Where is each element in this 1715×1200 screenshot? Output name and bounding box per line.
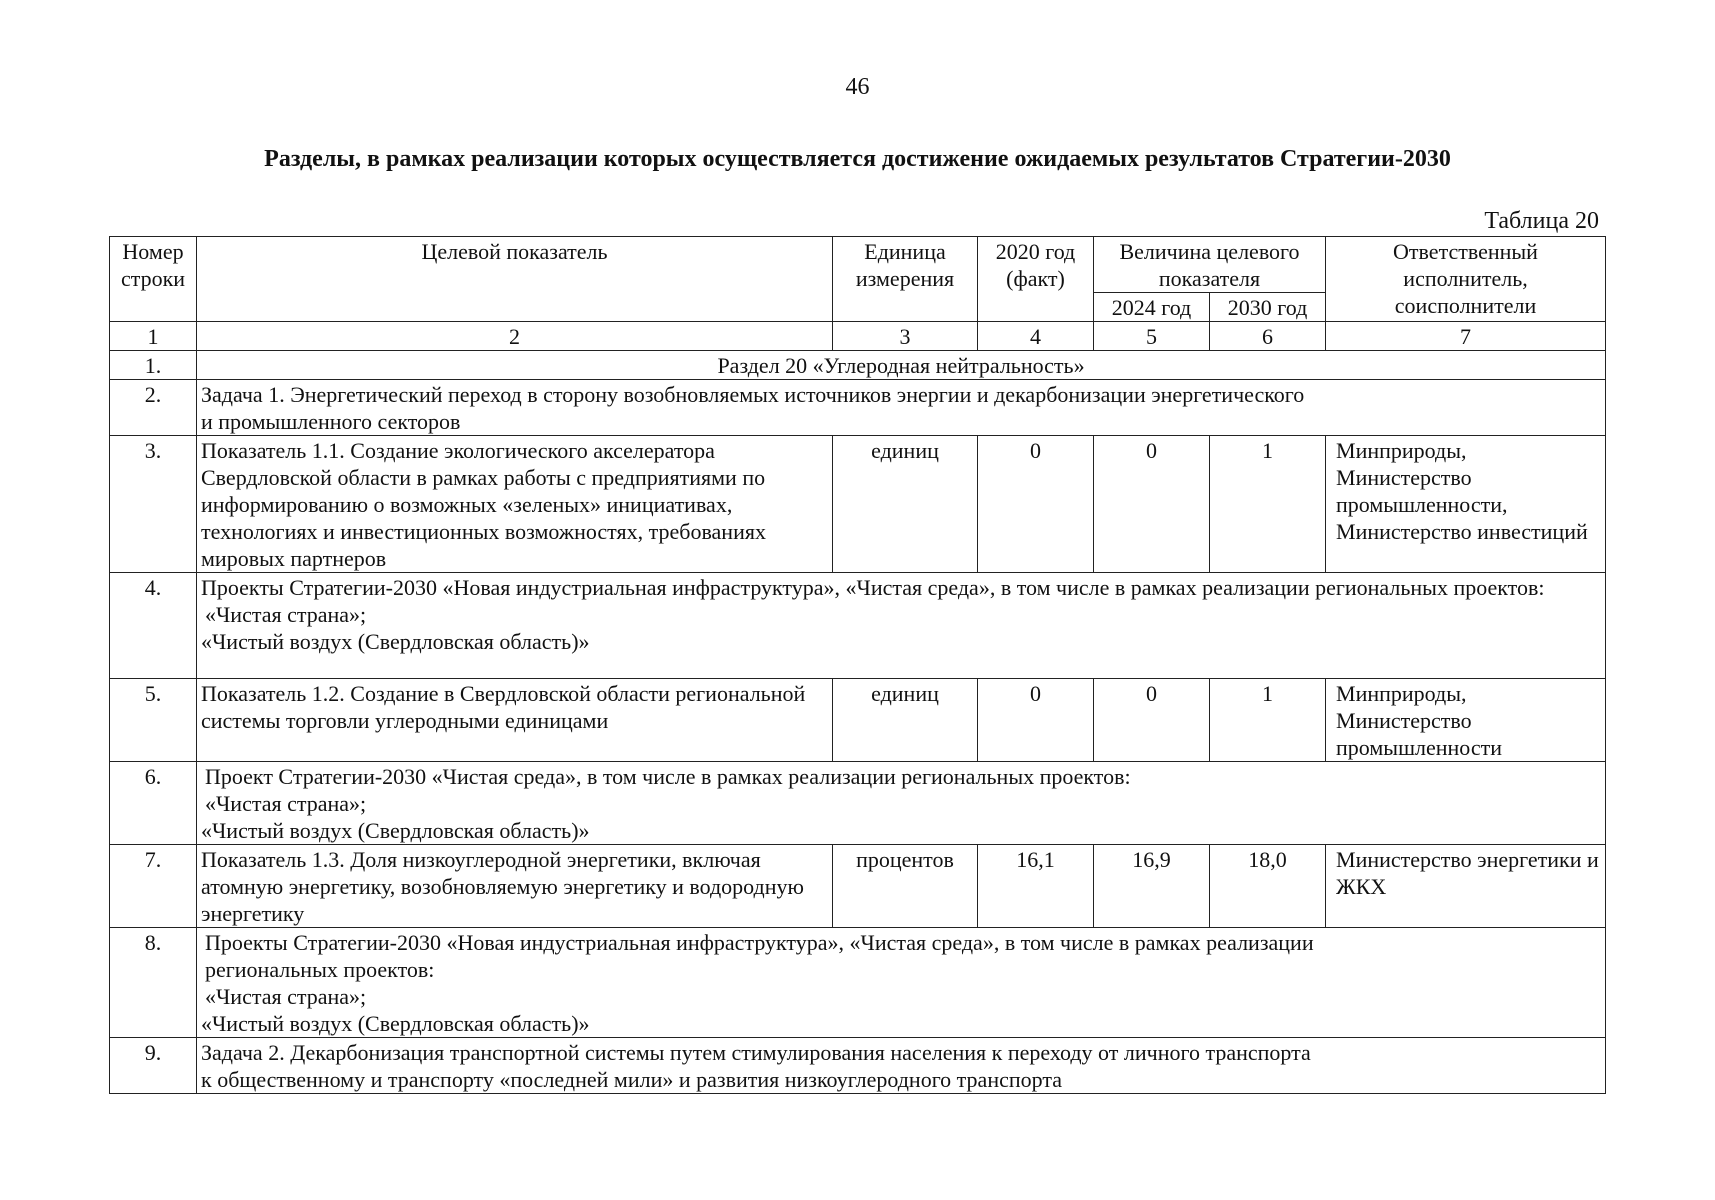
task-text [197,380,1606,436]
projects-text [197,928,1606,1038]
column-number-7: 7 [1326,322,1606,351]
row-number: 7. [110,845,197,928]
row-number: 8. [110,928,197,1038]
projects-line: Проекты Стратегии-2030 «Новая индустриальная инфраструктура», «Чистая среда», в том числе в рамках реализации региональных проектов: [201,575,1545,600]
row-number: 6. [110,762,197,845]
row-number: 9. [110,1038,197,1094]
value-2024: 16,9 [1094,845,1210,928]
value-2024: 0 [1094,436,1210,573]
header-responsible: Ответственный исполнитель, соисполнители [1326,237,1606,322]
value-2020: 0 [978,679,1094,762]
task-line: Задача 2. Декарбонизация транспортной системы путем стимулирования населения к переходу от личного транспорта [201,1040,1311,1065]
row-number: 3. [110,436,197,573]
indicator-text: Показатель 1.1. Создание экологического акселератора Свердловской области в рамках работы с предприятиями по информированию о возможных «зеленых» инициативах, технологиях и инвестиционных возможностях, требованиях мировых партнеров [197,436,833,573]
projects-text [197,573,1606,679]
table-caption: Таблица 20 [1484,208,1599,234]
projects-line: «Чистый воздух (Свердловская область)» [201,818,590,843]
value-2030: 18,0 [1210,845,1326,928]
table-row [110,762,1606,845]
header-unit: Единица измерения [833,237,978,322]
table-row [110,1038,1606,1094]
projects-line: региональных проектов: [205,957,435,982]
unit-value: единиц [833,436,978,573]
header-year-2024: 2024 год [1094,293,1210,322]
column-number-2: 2 [197,322,833,351]
value-2030: 1 [1210,436,1326,573]
task-line: Задача 1. Энергетический переход в сторону возобновляемых источников энергии и декарбонизации энергетического [201,382,1305,407]
task-line: к общественному и транспорту «последней мили» и развития низкоуглеродного транспорта [201,1067,1062,1092]
projects-line: «Чистая страна»; [205,984,367,1009]
indicator-text: Показатель 1.3. Доля низкоуглеродной энергетики, включая атомную энергетику, возобновляемую энергетику и водородную энергетику [197,845,833,928]
header-indicator: Целевой показатель [197,237,833,322]
projects-line: Проект Стратегии-2030 «Чистая среда», в том числе в рамках реализации региональных проектов: [205,764,1131,789]
task-line: и промышленного секторов [201,409,461,434]
value-2020: 0 [978,436,1094,573]
projects-line: «Чистый воздух (Свердловская область)» [201,629,590,654]
column-number-3: 3 [833,322,978,351]
task-text [197,1038,1606,1094]
value-2020: 16,1 [978,845,1094,928]
responsible-text: Минприроды, Министерство промышленности, Министерство инвестиций [1326,436,1606,573]
value-2030: 1 [1210,679,1326,762]
page-number: 46 [845,74,870,100]
table-row [110,351,1606,380]
table-row [110,436,1606,573]
row-number: 1. [110,351,197,380]
row-number: 5. [110,679,197,762]
section-title: Раздел 20 «Углеродная нейтральность» [197,351,1606,380]
header-row [110,237,1606,293]
table-row [110,380,1606,436]
projects-line: «Чистый воздух (Свердловская область)» [201,1011,590,1036]
header-year-2030: 2030 год [1210,293,1326,322]
indicators-table [109,236,1606,1094]
unit-value: единиц [833,679,978,762]
document-title: Разделы, в рамках реализации которых осуществляется достижение ожидаемых результатов Стратегии-2030 [264,146,1451,172]
column-numbers-row [110,322,1606,351]
table-row [110,928,1606,1038]
projects-line: Проекты Стратегии-2030 «Новая индустриальная инфраструктура», «Чистая среда», в том числе в рамках реализации [205,930,1314,955]
responsible-text: Минприроды, Министерство промышленности [1326,679,1606,762]
responsible-text: Министерство энергетики и ЖКХ [1326,845,1606,928]
table-row [110,573,1606,679]
column-number-4: 4 [978,322,1094,351]
row-number: 2. [110,380,197,436]
column-number-6: 6 [1210,322,1326,351]
column-number-5: 5 [1094,322,1210,351]
indicator-text: Показатель 1.2. Создание в Свердловской области региональной системы торговли углеродными единицами [197,679,833,762]
projects-line: «Чистая страна»; [205,791,367,816]
table-row [110,679,1606,762]
header-target-value: Величина целевого показателя [1094,237,1326,293]
header-fact-2020: 2020 год (факт) [978,237,1094,322]
projects-text [197,762,1606,845]
table-row [110,845,1606,928]
column-number-1: 1 [110,322,197,351]
row-number: 4. [110,573,197,679]
value-2024: 0 [1094,679,1210,762]
projects-line: «Чистая страна»; [205,602,367,627]
unit-value: процентов [833,845,978,928]
header-row-number: Номер строки [110,237,197,322]
